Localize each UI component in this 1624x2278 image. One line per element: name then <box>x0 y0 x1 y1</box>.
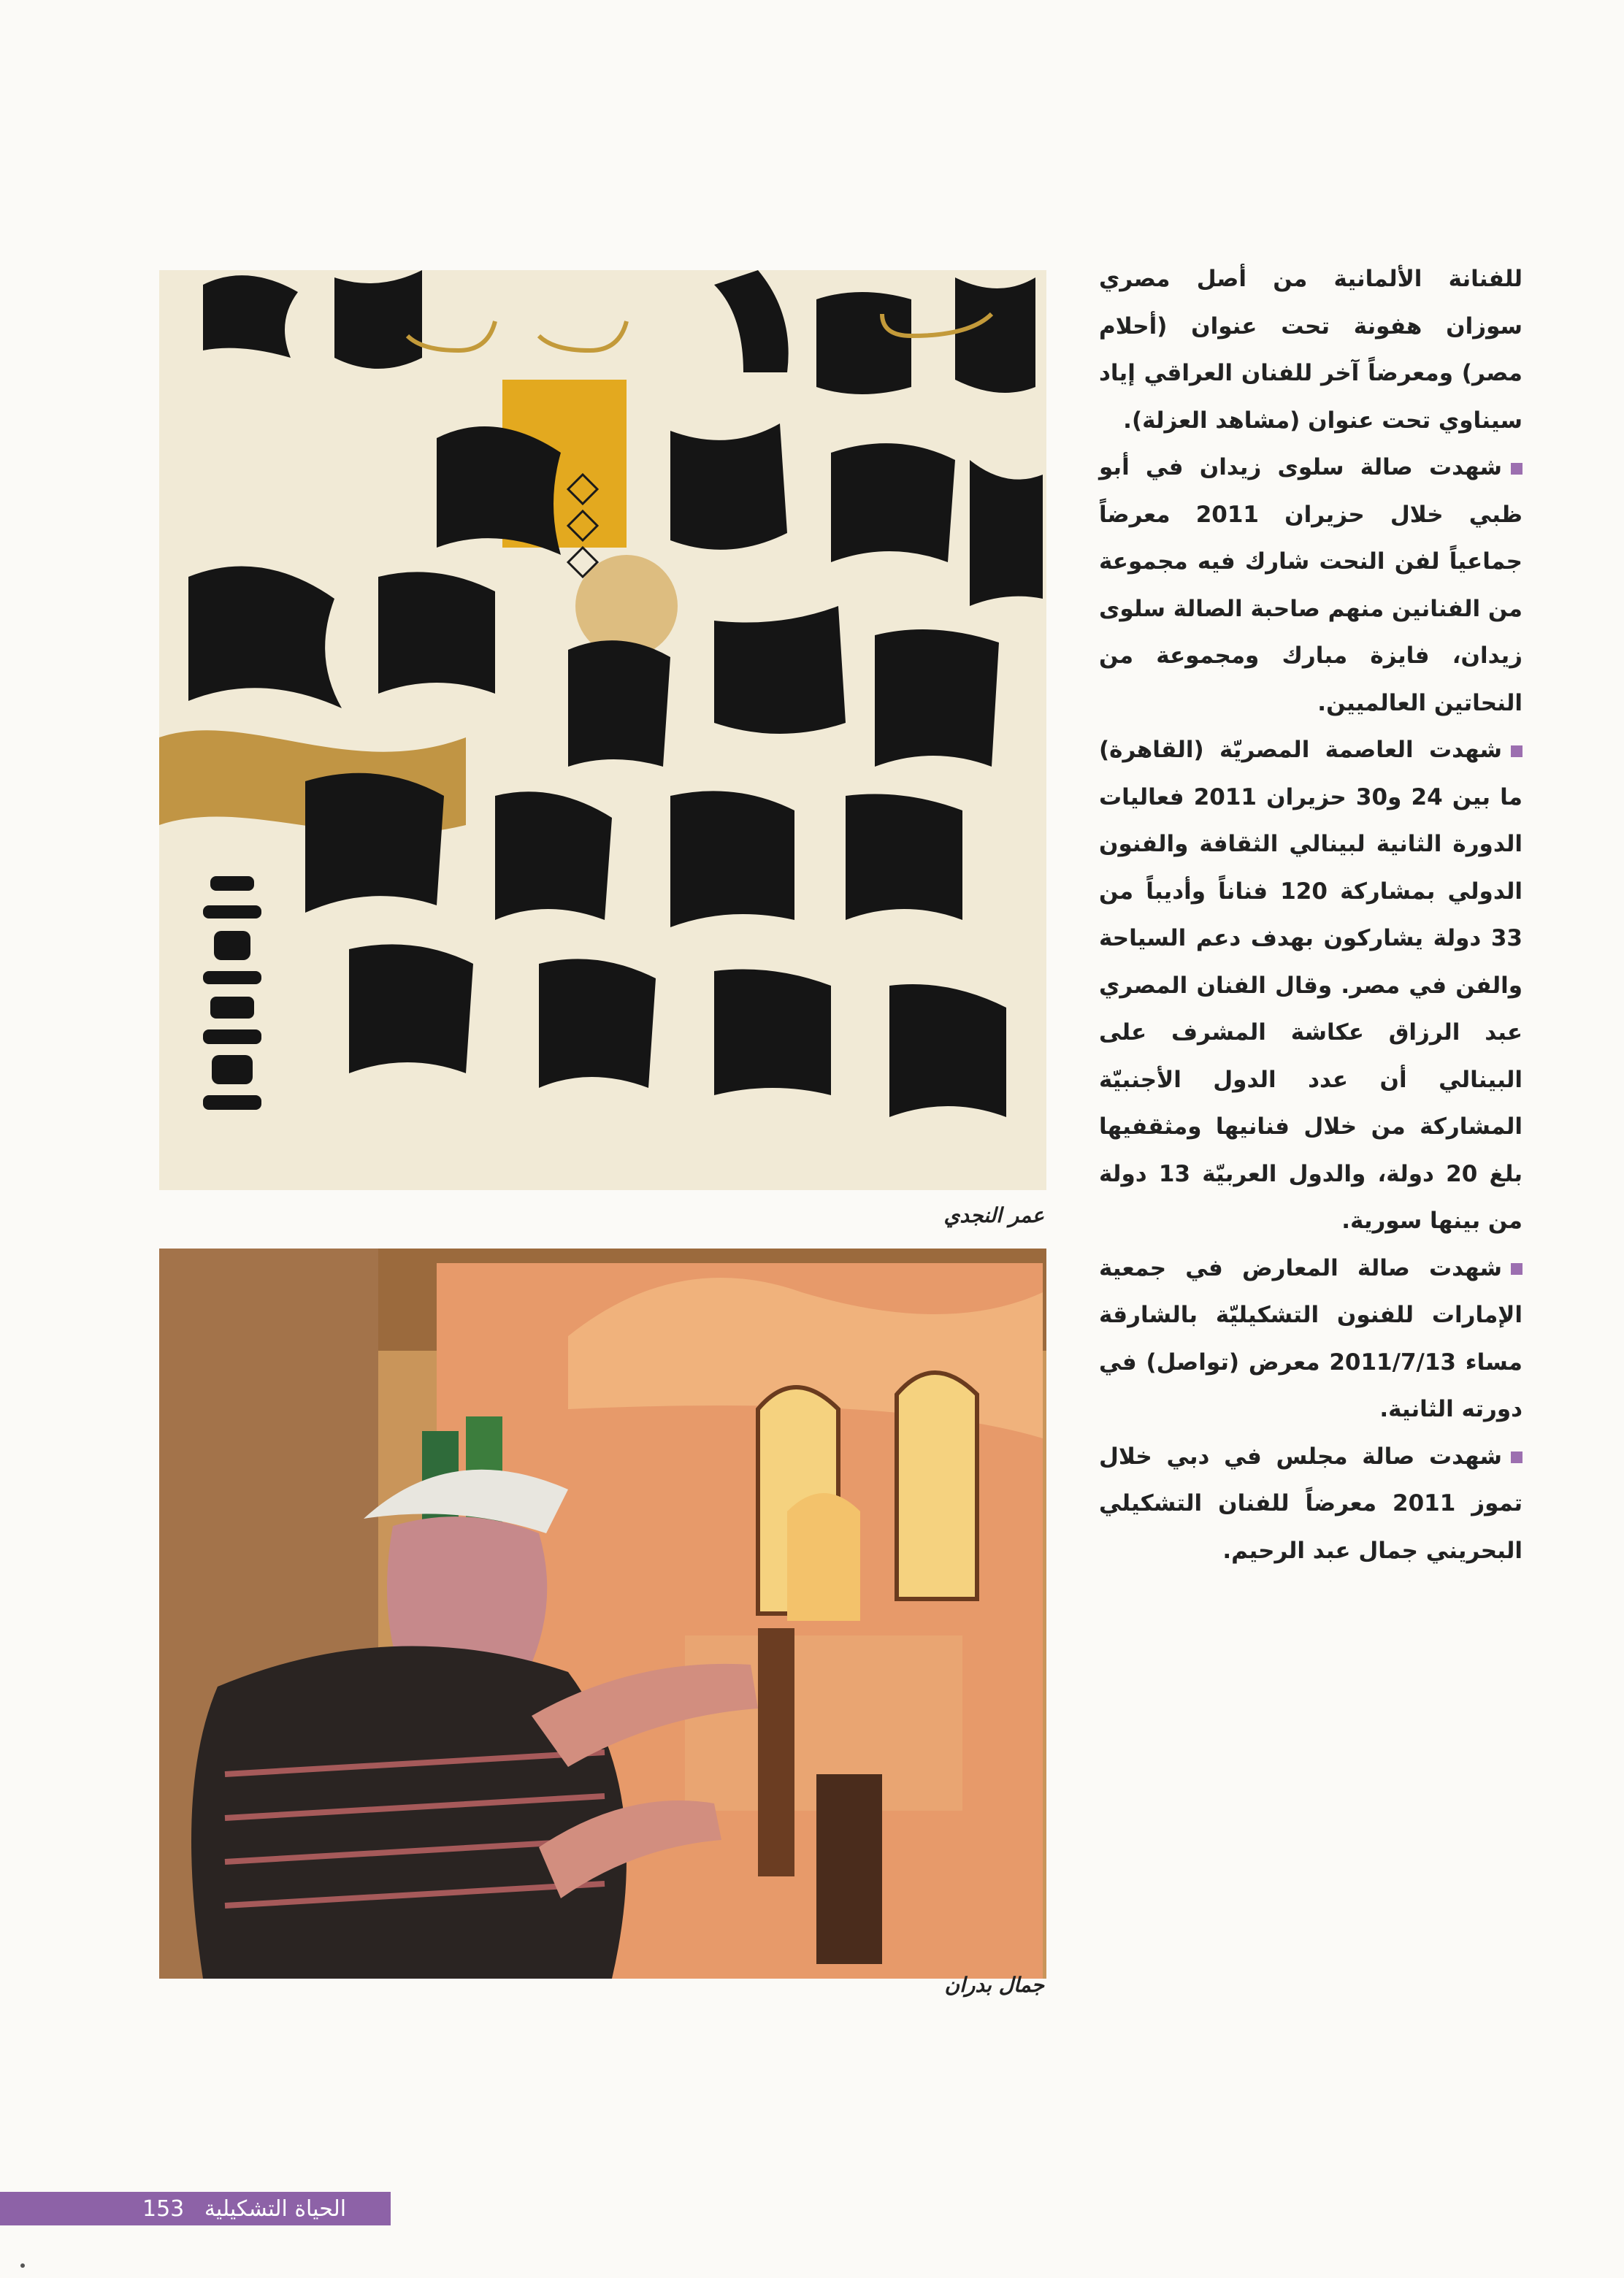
article-paragraph-intro: للفنانة الألمانية من أصل مصري سوزان هفونة تحت عنوان (أحلام مصر) ومعرضاً آخر للفنان العراقي إياد سيناوي تحت عنوان (مشاهد العزلة). <box>1099 266 1522 434</box>
article-text-column <box>1099 256 1522 1574</box>
page-number: 153 <box>142 2196 185 2222</box>
bullet-square-icon <box>1511 745 1522 757</box>
article-paragraph: شهدت صالة المعارض في جمعية الإمارات للفنون التشكيليّة بالشارقة مساء 2011/7/13 معرض (تواصل) في دورته الثانية. <box>1099 1254 1522 1422</box>
magazine-title: الحياة التشكيلية <box>204 2196 347 2222</box>
dust-speck <box>20 2263 25 2268</box>
article-paragraph: شهدت صالة سلوى زيدان في أبو ظبي خلال حزيران 2011 معرضاً جماعياً لفن النحت شارك فيه مجموعة من الفنانين منهم صاحبة الصالة سلوى زيدان، فايزة مبارك ومجموعة من النحاتين العالميين. <box>1098 454 1522 716</box>
artwork-caption: عمر النجدي <box>943 1203 1044 1227</box>
bullet-square-icon <box>1511 1263 1522 1275</box>
photo-caption: جمال بدران <box>944 1973 1044 1997</box>
painter-photo-image <box>159 1249 1046 1979</box>
bullet-square-icon <box>1511 1451 1522 1463</box>
article-paragraph: شهدت صالة مجلس في دبي خلال تموز 2011 معرضاً للفنان التشكيلي البحريني جمال عبد الرحيم. <box>1099 1443 1522 1564</box>
footer-label <box>142 2195 346 2224</box>
bullet-square-icon <box>1511 463 1522 475</box>
calligraphy-artwork-image <box>159 270 1046 1190</box>
article-paragraph: شهدت العاصمة المصريّة (القاهرة) ما بين 24 و30 حزيران 2011 فعاليات الدورة الثانية لبينالي الثقافة والفنون الدولي بمشاركة 120 فناناً وأديباً من 33 دولة يشاركون بهدف دعم السياحة والفن في مصر. وقال الفنان المصري عبد الرزاق عكاشة المشرف على البينالي أن عدد الدول الأجنبيّة المشاركة من خلال فنانيها ومثقفيها بلغ 20 دولة، والدول العربيّة 13 دولة من بينها سورية. <box>1099 737 1522 1234</box>
